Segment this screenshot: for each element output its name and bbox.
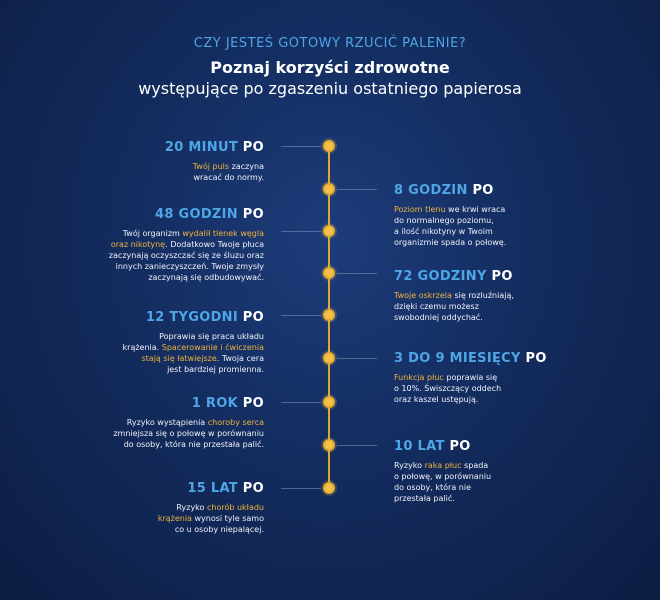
timeline-connector bbox=[337, 189, 377, 190]
milestone-description bbox=[34, 228, 264, 283]
header-kicker: CZY JESTEŚ GOTOWY RZUCIĆ PALENIE? bbox=[193, 36, 467, 51]
milestone bbox=[394, 269, 624, 323]
header bbox=[0, 36, 660, 98]
milestone-time bbox=[394, 351, 624, 366]
highlight-text: choroby serca bbox=[207, 418, 264, 427]
description-text: Ryzyko bbox=[394, 461, 425, 470]
highlight-text: wydalił tlenek węgla bbox=[182, 229, 264, 238]
highlight-text: krążenia bbox=[157, 514, 192, 523]
milestone-description bbox=[34, 331, 264, 375]
description-text: do normalnego poziomu, bbox=[394, 216, 494, 225]
highlight-text: Poziom tlenu bbox=[394, 205, 446, 214]
milestone-time-value: 15 LAT bbox=[187, 481, 238, 496]
description-text: o połowę, w porównaniu bbox=[394, 472, 492, 481]
milestone bbox=[34, 140, 264, 183]
timeline-dot bbox=[323, 396, 335, 408]
highlight-text: chorób układu bbox=[206, 503, 264, 512]
milestone-time-po: PO bbox=[467, 183, 494, 198]
description-text: wynosi tyle samo bbox=[191, 514, 264, 523]
milestone-time-po: PO bbox=[237, 207, 264, 222]
milestone-description bbox=[394, 460, 624, 504]
highlight-text: stają się łatwiejsze bbox=[141, 354, 217, 363]
milestone-description bbox=[394, 290, 624, 323]
description-text: co u osoby niepalącej. bbox=[174, 525, 264, 534]
milestone-description bbox=[34, 417, 264, 450]
description-text: zaczynają oczyszczać się ze śluzu oraz bbox=[108, 251, 264, 260]
description-text: do osoby, która nie przestała palić. bbox=[123, 440, 264, 449]
timeline-dot bbox=[323, 309, 335, 321]
milestone bbox=[34, 207, 264, 283]
milestone-time-po: PO bbox=[237, 396, 264, 411]
description-text: krążenia. bbox=[122, 343, 162, 352]
description-text: oraz kaszel ustępują. bbox=[394, 395, 479, 404]
milestone-time-value: 12 TYGODNI bbox=[145, 310, 238, 325]
milestone-time bbox=[394, 183, 624, 198]
description-text: organizmie spada o połowę. bbox=[394, 238, 507, 247]
milestone-time bbox=[34, 396, 264, 411]
timeline-dot bbox=[323, 482, 335, 494]
description-text: przestała palić. bbox=[394, 494, 455, 503]
timeline-connector bbox=[281, 315, 321, 316]
timeline-dot bbox=[323, 183, 335, 195]
milestone-description bbox=[394, 372, 624, 405]
milestone-time-value: 48 GODZIN bbox=[155, 207, 238, 222]
timeline-connector bbox=[337, 445, 377, 446]
milestone-time bbox=[34, 481, 264, 496]
highlight-text: oraz nikotynę bbox=[110, 240, 166, 249]
milestone bbox=[394, 351, 624, 405]
page-subtitle: występujące po zgaszeniu ostatniego papierosa bbox=[138, 79, 522, 98]
milestone-time-value: 20 MINUT bbox=[164, 140, 238, 155]
description-text: jest bardziej promienna. bbox=[167, 365, 264, 374]
milestone-description bbox=[34, 502, 264, 535]
highlight-text: Spacerowanie i ćwiczenia bbox=[161, 343, 264, 352]
timeline-connector bbox=[281, 402, 321, 403]
milestone-time-po: PO bbox=[520, 351, 547, 366]
milestone-time-value: 72 GODZINY bbox=[394, 269, 487, 284]
milestone bbox=[394, 439, 624, 504]
highlight-text: Twój puls bbox=[192, 162, 230, 171]
description-text: Ryzyko bbox=[176, 503, 207, 512]
milestone-time-value: 8 GODZIN bbox=[394, 183, 468, 198]
milestone-time bbox=[394, 269, 624, 284]
description-text: innych zanieczyszczeń. Twoje zmysły bbox=[115, 262, 264, 271]
milestone-time bbox=[34, 140, 264, 155]
description-text: . Dodatkowo Twoje płuca bbox=[165, 240, 264, 249]
timeline-dot bbox=[323, 267, 335, 279]
timeline-dot bbox=[323, 140, 335, 152]
description-text: Ryzyko wystąpienia bbox=[126, 418, 208, 427]
description-text: zaczynają się odbudowywać. bbox=[148, 273, 264, 282]
highlight-text: Funkcja płuc bbox=[394, 373, 444, 382]
description-text: swobodniej oddychać. bbox=[394, 313, 483, 322]
description-text: do osoby, która nie bbox=[394, 483, 471, 492]
timeline-connector bbox=[281, 231, 321, 232]
milestone-time-po: PO bbox=[237, 310, 264, 325]
timeline-dot bbox=[323, 225, 335, 237]
description-text: a ilość nikotyny w Twoim bbox=[394, 227, 493, 236]
milestone bbox=[34, 396, 264, 450]
highlight-text: Twoje oskrzela bbox=[394, 291, 452, 300]
milestone-description bbox=[394, 204, 624, 248]
description-text: się rozluźniają, bbox=[451, 291, 514, 300]
description-text: zaczyna bbox=[229, 162, 264, 171]
milestone-time-po: PO bbox=[486, 269, 513, 284]
milestone bbox=[394, 183, 624, 248]
milestone-time-po: PO bbox=[237, 481, 264, 496]
timeline-connector bbox=[281, 146, 321, 147]
page-title: Poznaj korzyści zdrowotne bbox=[210, 58, 450, 77]
milestone-time-value: 1 ROK bbox=[191, 396, 238, 411]
milestone-time-value: 3 DO 9 MIESIĘCY bbox=[394, 351, 521, 366]
milestone-description bbox=[34, 161, 264, 183]
timeline-connector bbox=[337, 358, 377, 359]
timeline-dot bbox=[323, 352, 335, 364]
description-text: poprawia się bbox=[443, 373, 498, 382]
milestone-time bbox=[34, 310, 264, 325]
milestone-time-value: 10 LAT bbox=[394, 439, 445, 454]
description-text: Poprawia się praca układu bbox=[159, 332, 264, 341]
milestone-time bbox=[394, 439, 624, 454]
timeline-dot bbox=[323, 439, 335, 451]
milestone-time-po: PO bbox=[444, 439, 471, 454]
description-text: dzięki czemu możesz bbox=[394, 302, 479, 311]
description-text: spada bbox=[461, 461, 489, 470]
timeline-connector bbox=[281, 488, 321, 489]
timeline-connector bbox=[337, 273, 377, 274]
description-text: Twój organizm bbox=[122, 229, 183, 238]
milestone bbox=[34, 310, 264, 375]
milestone-time bbox=[34, 207, 264, 222]
milestone-time-po: PO bbox=[237, 140, 264, 155]
highlight-text: raka płuc bbox=[424, 461, 462, 470]
description-text: o 10%. Świszczący oddech bbox=[394, 384, 502, 393]
milestone bbox=[34, 481, 264, 535]
description-text: wracać do normy. bbox=[193, 173, 264, 182]
description-text: . Twoja cera bbox=[216, 354, 264, 363]
description-text: zmniejsza się o połowę w porównaniu bbox=[113, 429, 264, 438]
description-text: we krwi wraca bbox=[445, 205, 506, 214]
